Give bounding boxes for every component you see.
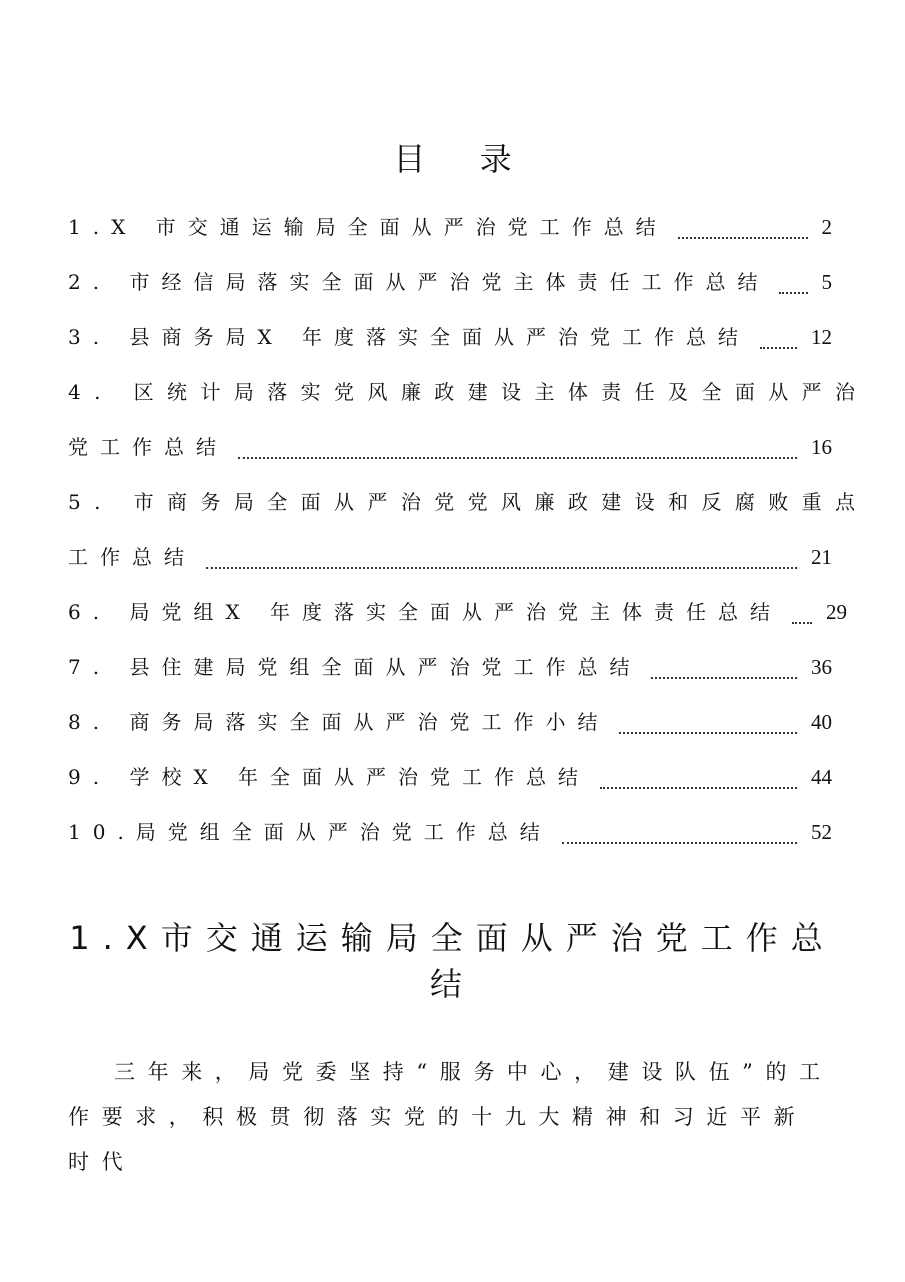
toc-entry[interactable] — [68, 640, 832, 695]
toc-entry[interactable] — [68, 695, 832, 750]
toc-entry-text: 1.X 市交通运输局全面从严治党工作总结 — [68, 215, 668, 239]
toc-entry-text: 6. 局党组X 年度落实全面从严治党主体责任总结 — [68, 600, 783, 624]
toc-page-number: 36 — [811, 655, 832, 679]
toc-entry-text: 2. 市经信局落实全面从严治党主体责任工作总结 — [68, 270, 770, 294]
toc-page-number: 29 — [826, 600, 848, 624]
toc-leader-dots — [678, 237, 808, 239]
toc-page-number: 5 — [821, 270, 832, 294]
toc-entry-text-line1: 5. 市商务局全面从严治党党风廉政建设和反腐败重点 — [68, 490, 869, 514]
table-of-contents — [68, 200, 869, 860]
toc-entry[interactable] — [68, 585, 848, 640]
toc-entry[interactable] — [68, 200, 832, 255]
toc-entry[interactable] — [68, 365, 869, 475]
toc-leader-dots — [562, 842, 797, 844]
body-paragraph: 三年来，局党委坚持“服务中心，建设队伍”的工作要求，积极贯彻落实党的十九大精神和习近平新时代 — [68, 1060, 833, 1174]
toc-entry[interactable] — [68, 310, 832, 365]
toc-leader-dots — [206, 567, 797, 569]
toc-page-number: 2 — [821, 215, 832, 239]
toc-entry[interactable] — [68, 475, 869, 585]
toc-entry-text: 8. 商务局落实全面从严治党工作小结 — [68, 710, 610, 734]
section-heading: 1.X市交通运输局全面从严治党工作总结 — [69, 919, 836, 1003]
toc-page-number: 40 — [811, 710, 832, 734]
toc-page-number: 16 — [811, 435, 832, 459]
toc-leader-dots — [651, 677, 797, 679]
toc-leader-dots — [779, 292, 807, 294]
toc-page-number: 12 — [811, 325, 832, 349]
toc-page-number: 52 — [811, 820, 832, 844]
toc-entry-text: 7. 县住建局党组全面从严治党工作总结 — [68, 655, 642, 679]
toc-entry[interactable] — [68, 255, 832, 310]
toc-entry[interactable] — [68, 750, 832, 805]
toc-leader-dots — [619, 732, 797, 734]
toc-leader-dots — [600, 787, 797, 789]
toc-page-number: 44 — [811, 765, 832, 789]
toc-entry-text-line1: 4. 区统计局落实党风廉政建设主体责任及全面从严治 — [68, 380, 869, 404]
toc-title: 目 录 — [393, 140, 534, 178]
toc-entry-text-line2: 党工作总结 — [68, 435, 228, 459]
toc-leader-dots — [238, 457, 797, 459]
toc-page-number: 21 — [811, 545, 832, 569]
toc-leader-dots — [760, 347, 797, 349]
toc-entry-text: 3. 县商务局X 年度落实全面从严治党工作总结 — [68, 325, 751, 349]
toc-leader-dots — [792, 622, 812, 624]
toc-entry[interactable] — [68, 805, 832, 860]
toc-entry-text-line2: 工作总结 — [68, 545, 196, 569]
toc-entry-text: 9. 学校X 年全面从严治党工作总结 — [68, 765, 591, 789]
toc-entry-text: 10.局党组全面从严治党工作总结 — [68, 820, 552, 844]
